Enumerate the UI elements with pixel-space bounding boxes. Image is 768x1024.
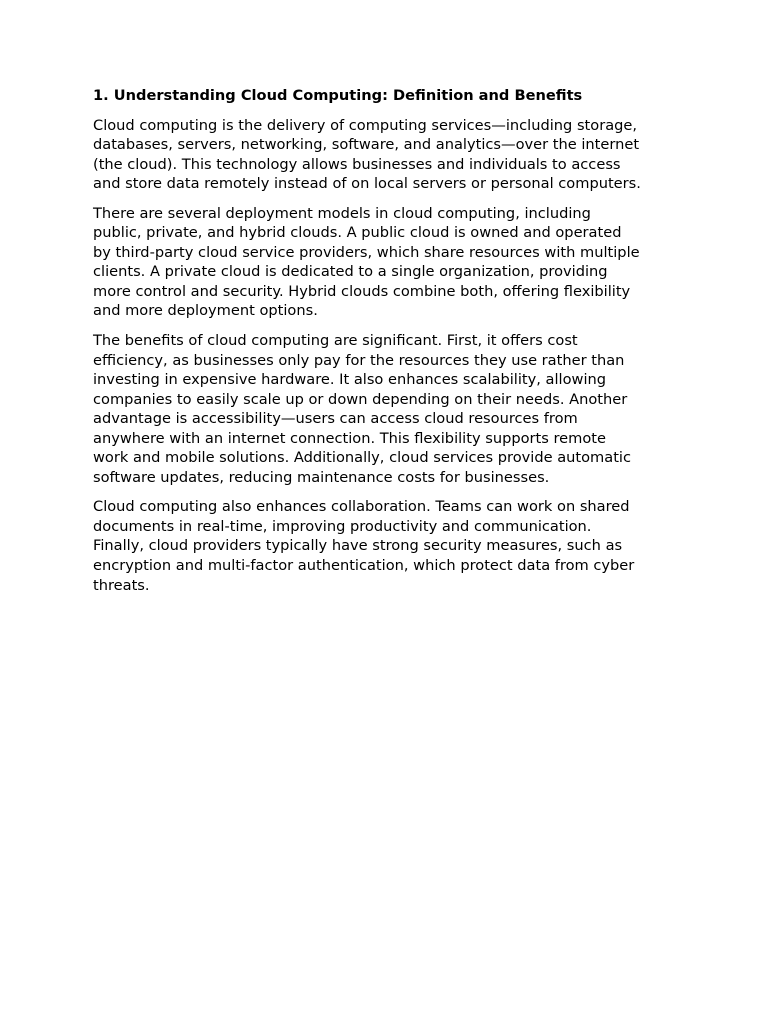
text-line: efficiency, as businesses only pay for the resources they use rather than [93, 351, 625, 369]
text-line: Finally, cloud providers typically have strong security measures, such as [93, 537, 623, 555]
text-line: Cloud computing also enhances collaboration. Teams can work on shared [93, 498, 630, 516]
text-line: investing in expensive hardware. It also enhances scalability, allowing [93, 371, 607, 389]
paragraph-collaboration [93, 497, 683, 595]
text-line: work and mobile solutions. Additionally, cloud services provide automatic [93, 449, 632, 467]
paragraph-benefits [93, 331, 683, 487]
text-line: companies to easily scale up or down depending on their needs. Another [93, 390, 628, 408]
text-line: The benefits of cloud computing are significant. First, it offers cost [93, 331, 578, 349]
document-body [93, 86, 683, 605]
text-line: encryption and multi-factor authentication, which protect data from cyber [93, 556, 635, 574]
text-line: and more deployment options. [93, 302, 318, 320]
text-line: clients. A private cloud is dedicated to a single organization, providing [93, 263, 608, 281]
text-line: by third-party cloud service providers, which share resources with multiple [93, 243, 640, 261]
text-line: more control and security. Hybrid clouds combine both, offering flexibility [93, 282, 631, 300]
text-line: There are several deployment models in cloud computing, including [93, 204, 591, 222]
section-heading: 1. Understanding Cloud Computing: Definition and Benefits [93, 87, 583, 104]
text-line: (the cloud). This technology allows businesses and individuals to access [93, 155, 621, 173]
text-line: software updates, reducing maintenance costs for businesses. [93, 468, 550, 486]
text-line: public, private, and hybrid clouds. A public cloud is owned and operated [93, 224, 622, 242]
text-line: databases, servers, networking, software, and analytics—over the internet [93, 136, 640, 154]
text-line: advantage is accessibility—users can access cloud resources from [93, 410, 578, 428]
text-line: and store data remotely instead of on local servers or personal computers. [93, 175, 641, 193]
text-line: threats. [93, 576, 150, 594]
paragraph-deployment-models [93, 204, 683, 321]
text-line: anywhere with an internet connection. This flexibility supports remote [93, 429, 607, 447]
text-line: documents in real-time, improving productivity and communication. [93, 517, 592, 535]
text-line: Cloud computing is the delivery of computing services—including storage, [93, 116, 638, 134]
paragraph-definition [93, 116, 683, 194]
